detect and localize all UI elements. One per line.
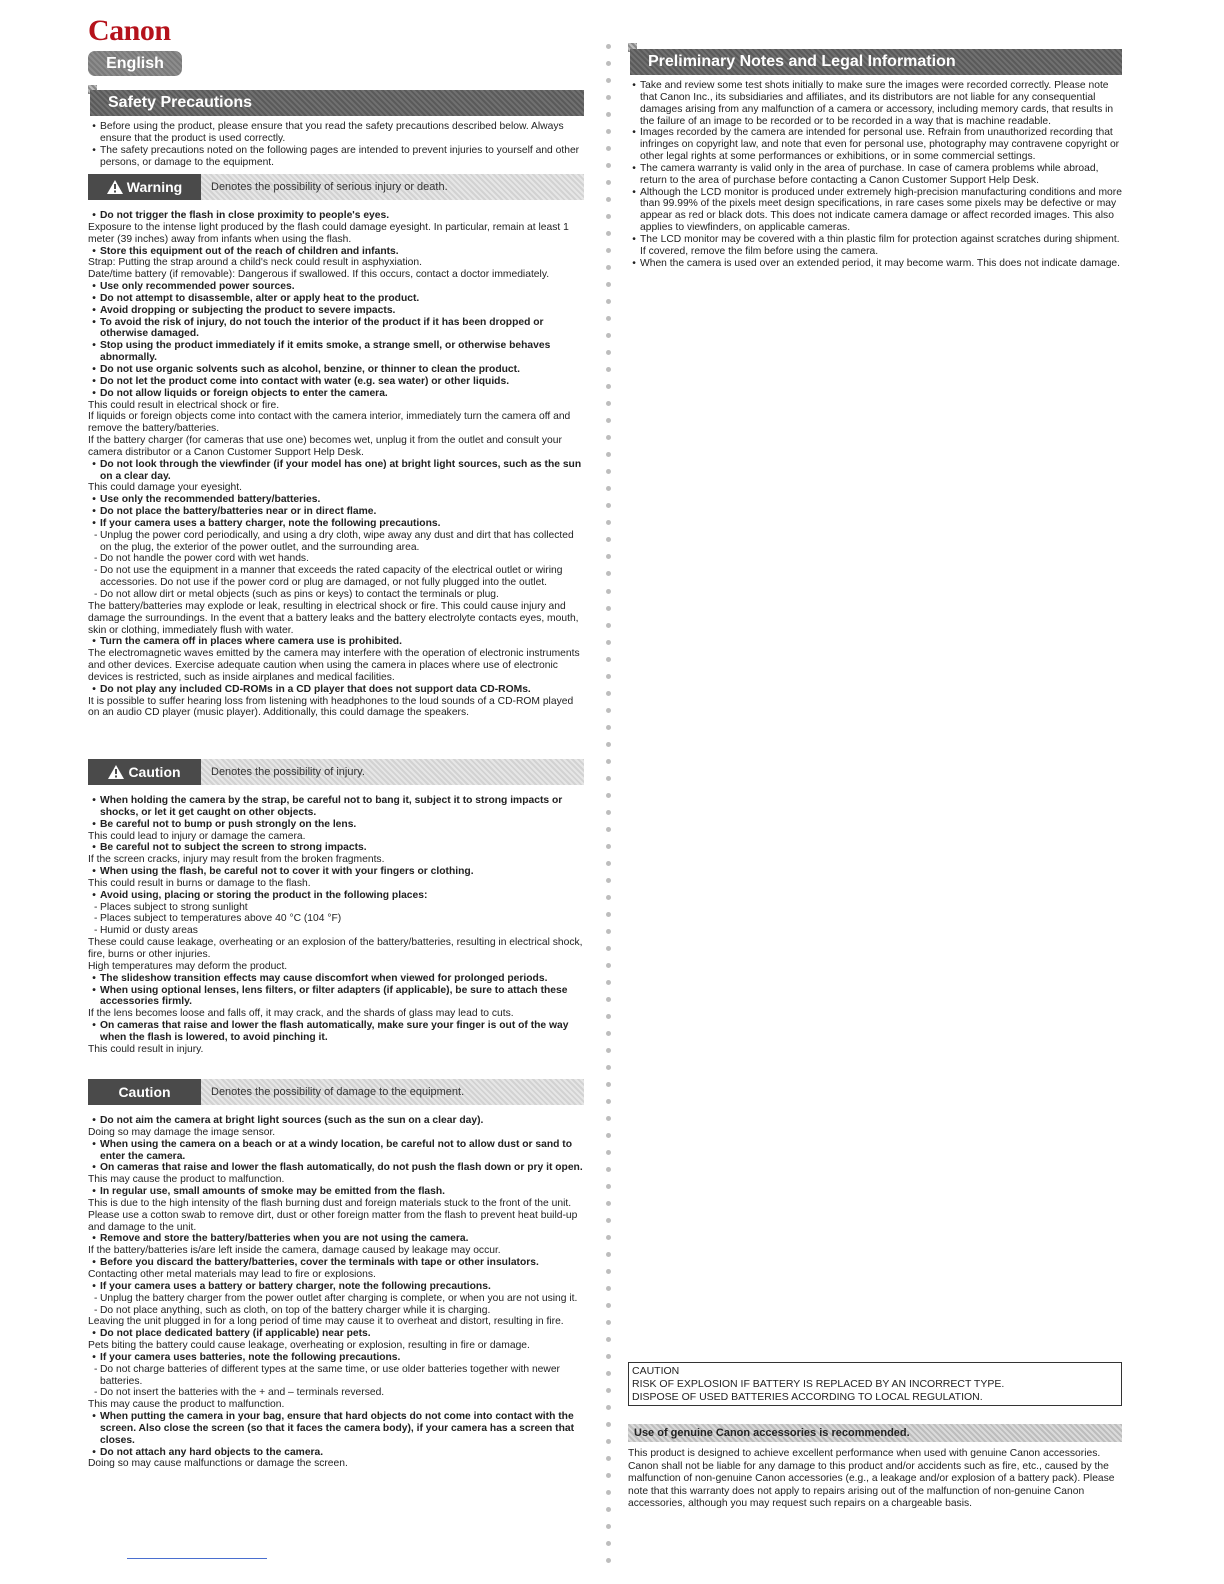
divider-dot [606, 1201, 611, 1206]
divider-dot [606, 418, 611, 423]
divider-dot [606, 1422, 611, 1427]
divider-dot [606, 1388, 611, 1393]
intro-item: • Before using the product, please ensure that you read the safety precautions described below. Always ensure that the product is used correctly. [88, 121, 582, 145]
divider-dot [606, 248, 611, 253]
divider-dot [606, 316, 611, 321]
divider-dot [606, 1167, 611, 1172]
precaution-text: If the battery/batteries is/are left inside the camera, damage caused by leakage may occur. [88, 1245, 501, 1257]
safety-intro [88, 121, 582, 168]
precaution-subitem: - Places subject to temperatures above 40 °C (104 °F) [88, 913, 584, 925]
divider-dot [606, 350, 611, 355]
divider-dot [606, 146, 611, 151]
divider-dot [606, 963, 611, 968]
precaution-text: This could result in injury. [88, 1043, 204, 1055]
precaution-subitem: - Do not allow dirt or metal objects (such as pins or keys) to contact the terminals or plug. [88, 589, 584, 601]
precaution-heading: • If your camera uses a battery or battery charger, note the following precautions. [88, 1281, 584, 1293]
precaution-subitem: - Do not charge batteries of different types at the same time, or use older batteries together with newer batteries. [88, 1364, 584, 1388]
caution-injury-label: Caution [128, 764, 181, 780]
precaution-heading: • Do not attach any hard objects to the camera. [88, 1447, 584, 1459]
precaution-heading: • Avoid dropping or subjecting the product to severe impacts. [88, 305, 584, 317]
divider-dot [606, 623, 611, 628]
precaution-heading: • If your camera uses batteries, note the following precautions. [88, 1352, 584, 1364]
warning-banner [88, 174, 584, 200]
intro-item: • The safety precautions noted on the following pages are intended to prevent injuries to yourself and other persons, or damage to the equipment. [88, 145, 582, 169]
divider-dot [606, 435, 611, 440]
divider-dot [606, 299, 611, 304]
divider-dot [606, 759, 611, 764]
precaution-heading: • On cameras that raise and lower the flash automatically, make sure your finger is out of the way when the flash is lowered, to avoid pinching it. [88, 1020, 584, 1044]
precaution-text: Doing so may damage the image sensor. [88, 1126, 276, 1138]
precaution-text: Strap: Putting the strap around a child's neck could result in asphyxiation. [88, 257, 422, 269]
legal-item: • Although the LCD monitor is produced under extremely high-precision manufacturing conditions and more than 99.99% of the pixels meet design specifications, in rare cases some pixels may be defective or may appear as red or black dots. This does not indicate camera damage or affect recorded images. This also applies to viewfinders, on applicable cameras. [628, 187, 1122, 234]
divider-dot [606, 1133, 611, 1138]
divider-dot [606, 384, 611, 389]
divider-dot [606, 1541, 611, 1546]
divider-dot [606, 1354, 611, 1359]
divider-dot [606, 401, 611, 406]
divider-dot [606, 537, 611, 542]
precaution-heading: • Store this equipment out of the reach of children and infants. [88, 246, 584, 258]
caution-equipment-list [88, 1115, 584, 1470]
divider-dot [606, 793, 611, 798]
divider-dot [606, 1286, 611, 1291]
divider-dot [606, 912, 611, 917]
divider-dot [606, 861, 611, 866]
precaution-text: This could result in burns or damage to the flash. [88, 877, 311, 889]
precaution-subitem: - Do not place anything, such as cloth, on top of the battery charger while it is charging. [88, 1305, 584, 1317]
precaution-text: This may cause the product to malfunction. [88, 1174, 285, 1186]
legal-item: • The LCD monitor may be covered with a thin plastic film for protection against scratches during shipment. If covered, remove the film before using the camera. [628, 234, 1122, 258]
divider-dot [606, 1507, 611, 1512]
precaution-subitem: - Unplug the battery charger from the power outlet after charging is complete, or when you are not using it. [88, 1293, 584, 1305]
precaution-text: Leaving the unit plugged in for a long period of time may cause it to overheat and distort, resulting in fire. [88, 1316, 564, 1328]
divider-dot [606, 1014, 611, 1019]
precaution-subitem: - Unplug the power cord periodically, and using a dry cloth, wipe away any dust and dirt that has collected on the plug, the exterior of the power outlet, and the surrounding area. [88, 530, 584, 554]
precaution-heading: • Do not use organic solvents such as alcohol, benzine, or thinner to clean the product. [88, 364, 584, 376]
divider-dot [606, 282, 611, 287]
divider-dot [606, 1320, 611, 1325]
precaution-heading: • Avoid using, placing or storing the product in the following places: [88, 890, 584, 902]
precaution-heading: • Use only the recommended battery/batteries. [88, 494, 584, 506]
divider-dot [606, 980, 611, 985]
precaution-text: Doing so may cause malfunctions or damage the screen. [88, 1458, 348, 1470]
divider-dot [606, 946, 611, 951]
precaution-heading: • To avoid the risk of injury, do not touch the interior of the product if it has been dropped or otherwise damaged. [88, 317, 584, 341]
precaution-text: Exposure to the intense light produced by the flash could damage eyesight. In particular, remain at least 1 meter (39 inches) away from infants when using the flash. [88, 221, 569, 245]
language-tab: English [88, 51, 182, 76]
precaution-text: Pets biting the battery could cause leakage, overheating or explosion, resulting in fire or damage. [88, 1340, 530, 1352]
divider-dot [606, 895, 611, 900]
genuine-accessories-heading: Use of genuine Canon accessories is recommended. [628, 1424, 1122, 1442]
divider-dot [606, 1150, 611, 1155]
divider-dot [606, 606, 611, 611]
column-divider-dots [602, 44, 614, 1564]
divider-dot [606, 725, 611, 730]
caution-injury-label-box [88, 759, 201, 785]
divider-dot [606, 1490, 611, 1495]
divider-dot [606, 44, 611, 49]
divider-dot [606, 1235, 611, 1240]
caution-equipment-description: Denotes the possibility of damage to the equipment. [201, 1079, 584, 1105]
divider-dot [606, 95, 611, 100]
divider-dot [606, 776, 611, 781]
precaution-text: This may cause the product to malfunction. [88, 1399, 285, 1411]
divider-dot [606, 1099, 611, 1104]
divider-dot [606, 1252, 611, 1257]
divider-dot [606, 1456, 611, 1461]
divider-dot [606, 1337, 611, 1342]
warning-list [88, 210, 584, 719]
divider-dot [606, 1524, 611, 1529]
battery-caution-title: CAUTION [632, 1365, 680, 1377]
divider-dot [606, 1371, 611, 1376]
divider-dot [606, 691, 611, 696]
caution-equipment-label-box [88, 1079, 201, 1105]
divider-dot [606, 265, 611, 270]
battery-caution-line: DISPOSE OF USED BATTERIES ACCORDING TO LOCAL REGULATION. [632, 1391, 983, 1403]
divider-dot [606, 1439, 611, 1444]
precaution-heading: • Do not let the product come into contact with water (e.g. sea water) or other liquids. [88, 376, 584, 388]
precaution-heading: • When using the camera on a beach or at a windy location, be careful not to allow dust or sand to enter the camera. [88, 1139, 584, 1163]
divider-dot [606, 1116, 611, 1121]
divider-dot [606, 1473, 611, 1478]
precaution-heading: • Do not place dedicated battery (if applicable) near pets. [88, 1328, 584, 1340]
divider-dot [606, 929, 611, 934]
divider-dot [606, 231, 611, 236]
divider-dot [606, 554, 611, 559]
precaution-text: If the screen cracks, injury may result from the broken fragments. [88, 854, 385, 866]
safety-precautions-header: Safety Precautions [90, 90, 584, 116]
caution-injury-banner [88, 759, 584, 785]
precaution-heading: • Do not allow liquids or foreign objects to enter the camera. [88, 388, 584, 400]
precaution-heading: • Do not aim the camera at bright light sources (such as the sun on a clear day). [88, 1115, 584, 1127]
precaution-heading: • Do not play any included CD-ROMs in a CD player that does not support data CD-ROMs. [88, 684, 584, 696]
divider-dot [606, 112, 611, 117]
legal-item: • Images recorded by the camera are intended for personal use. Refrain from unauthorized recording that infringes on copyright law, and note that even for personal use, photography may contravene copyright or other legal rights at some performances or exhibitions, or in some commercial settings. [628, 127, 1122, 163]
divider-dot [606, 163, 611, 168]
divider-dot [606, 589, 611, 594]
precaution-heading: • The slideshow transition effects may cause discomfort when viewed for prolonged periods. [88, 973, 584, 985]
precaution-text: The battery/batteries may explode or leak, resulting in electrical shock or fire. This could cause injury and damage the surroundings. In the event that a battery leaks and the battery electrolyte contacts eyes, mouth, skin or clothing, immediately flush with water. [88, 600, 579, 636]
precaution-text: This could lead to injury or damage the camera. [88, 830, 306, 842]
caution-injury-description: Denotes the possibility of injury. [201, 759, 584, 785]
warning-description: Denotes the possibility of serious injury or death. [201, 174, 584, 200]
divider-dot [606, 674, 611, 679]
precaution-heading: • In regular use, small amounts of smoke may be emitted from the flash. [88, 1186, 584, 1198]
divider-dot [606, 810, 611, 815]
precaution-text: The electromagnetic waves emitted by the camera may interfere with the operation of electronic instruments and other devices. Exercise adequate caution when using the camera in places where use of electronic devices is restricted, such as inside airplanes and medical facilities. [88, 648, 580, 683]
precaution-heading: • On cameras that raise and lower the flash automatically, do not push the flash down or pry it open. [88, 1162, 584, 1174]
caution-equipment-banner [88, 1079, 584, 1105]
precaution-heading: • Remove and store the battery/batteries when you are not using the camera. [88, 1233, 584, 1245]
legal-item: • Take and review some test shots initially to make sure the images were recorded correctly. Please note that Canon Inc., its subsidiaries and affiliates, and its distributors are not liable for any consequential damages arising from any malfunction of a camera or accessory, including memory cards, that results in the failure of an image to be recorded or to be recorded in a way that is machine readable. [628, 80, 1122, 127]
canon-logo: Canon [88, 14, 171, 47]
divider-dot [606, 520, 611, 525]
divider-dot [606, 1218, 611, 1223]
divider-dot [606, 708, 611, 713]
legal-item: • The camera warranty is valid only in the area of purchase. In case of camera problems while abroad, return to the area of purchase before contacting a Canon Customer Support Help Desk. [628, 163, 1122, 187]
precaution-subitem: - Do not insert the batteries with the + and – terminals reversed. [88, 1387, 584, 1399]
precaution-heading: • When using optional lenses, lens filters, or filter adapters (if applicable), be sure to attach these accessories firmly. [88, 985, 584, 1009]
divider-dot [606, 1269, 611, 1274]
divider-dot [606, 571, 611, 576]
divider-dot [606, 1405, 611, 1410]
divider-dot [606, 452, 611, 457]
precaution-heading: • When putting the camera in your bag, ensure that hard objects do not come into contact with the screen. Also close the screen (so that it faces the camera body), if your camera has a screen that closes. [88, 1411, 584, 1447]
divider-dot [606, 878, 611, 883]
warning-label: Warning [126, 179, 183, 195]
precaution-text: Date/time battery (if removable): Dangerous if swallowed. If this occurs, contact a doctor immediately. [88, 269, 550, 281]
caution-injury-list [88, 795, 584, 1056]
precaution-subitem: - Do not handle the power cord with wet hands. [88, 553, 584, 565]
legal-list [628, 80, 1122, 270]
divider-dot [606, 197, 611, 202]
divider-dot [606, 214, 611, 219]
precaution-heading: • Be careful not to subject the screen to strong impacts. [88, 842, 584, 854]
divider-dot [606, 1065, 611, 1070]
precaution-heading: • Use only recommended power sources. [88, 281, 584, 293]
divider-dot [606, 78, 611, 83]
precaution-heading: • When holding the camera by the strap, be careful not to bang it, subject it to strong impacts or shocks, or let it get caught on other objects. [88, 795, 584, 819]
battery-caution-line: RISK OF EXPLOSION IF BATTERY IS REPLACED BY AN INCORRECT TYPE. [632, 1378, 1005, 1390]
precaution-heading: • Do not look through the viewfinder (if your model has one) at bright light sources, such as the sun on a clear day. [88, 459, 584, 483]
divider-dot [606, 657, 611, 662]
divider-dot [606, 61, 611, 66]
precaution-text: If the lens becomes loose and falls off, it may crack, and the shards of glass may lead to cuts. [88, 1008, 514, 1020]
divider-dot [606, 844, 611, 849]
precaution-heading: • Stop using the product immediately if it emits smoke, a strange smell, or otherwise behaves abnormally. [88, 340, 584, 364]
precaution-text: High temperatures may deform the product. [88, 960, 288, 972]
precaution-text: It is possible to suffer hearing loss from listening with headphones to the loud sounds of a CD-ROM played on an audio CD player (music player). Additionally, this could damage the speakers. [88, 695, 574, 719]
divider-dot [606, 503, 611, 508]
precaution-heading: • If your camera uses a battery charger, note the following precautions. [88, 518, 584, 530]
precaution-heading: • Be careful not to bump or push strongly on the lens. [88, 819, 584, 831]
divider-dot [606, 742, 611, 747]
precaution-text: This could damage your eyesight. [88, 482, 242, 494]
divider-dot [606, 1303, 611, 1308]
caution-equipment-label: Caution [118, 1084, 171, 1100]
precaution-heading: • Turn the camera off in places where camera use is prohibited. [88, 636, 584, 648]
divider-dot [606, 1082, 611, 1087]
legal-header: Preliminary Notes and Legal Information [630, 49, 1122, 75]
precaution-heading: • When using the flash, be careful not to cover it with your fingers or clothing. [88, 866, 584, 878]
divider-dot [606, 1558, 611, 1563]
precaution-text: These could cause leakage, overheating or an explosion of the battery/batteries, resulting in electrical shock, fire, burns or other injuries. [88, 937, 583, 960]
precaution-heading: • Do not place the battery/batteries near or in direct flame. [88, 506, 584, 518]
genuine-paragraph: This product is designed to achieve excellent performance when used with genuine Canon accessories. [628, 1448, 1101, 1459]
divider-dot [606, 129, 611, 134]
divider-dot [606, 367, 611, 372]
warning-label-box [88, 174, 201, 200]
warning-triangle-icon [108, 765, 124, 779]
divider-dot [606, 469, 611, 474]
precaution-text: This is due to the high intensity of the flash burning dust and foreign materials stuck to the front of the unit. Please use a cotton swab to remove dirt, dust or other foreign matter from the flash to prevent heat build-up and damage to the unit. [88, 1197, 578, 1233]
precaution-subitem: - Do not use the equipment in a manner that exceeds the rated capacity of the electrical outlet or wiring accessories. Do not use if the power cord or plug are damaged, or not fully plugged into the outlet. [88, 565, 584, 589]
precaution-heading: • Before you discard the battery/batteries, cover the terminals with tape or other insulators. [88, 1257, 584, 1269]
precaution-subitem: - Places subject to strong sunlight [88, 902, 584, 914]
divider-dot [606, 1048, 611, 1053]
warning-triangle-icon [107, 180, 123, 194]
precaution-text: Contacting other metal materials may lead to fire or explosions. [88, 1268, 376, 1280]
precaution-text: This could result in electrical shock or fire. [88, 399, 280, 411]
divider-dot [606, 1184, 611, 1189]
divider-dot [606, 997, 611, 1002]
genuine-accessories-text [628, 1448, 1122, 1511]
footer-rule [127, 1558, 267, 1559]
precaution-text: If the battery charger (for cameras that use one) becomes wet, unplug it from the outlet and consult your camera distributor or a Canon Customer Support Help Desk. [88, 435, 562, 458]
precaution-text: If liquids or foreign objects come into contact with the camera interior, immediately turn the camera off and remove the battery/batteries. [88, 411, 571, 435]
divider-dot [606, 827, 611, 832]
precaution-subitem: - Humid or dusty areas [88, 925, 584, 937]
divider-dot [606, 640, 611, 645]
divider-dot [606, 1031, 611, 1036]
battery-caution-box [628, 1362, 1122, 1406]
precaution-heading: • Do not trigger the flash in close proximity to people's eyes. [88, 210, 584, 222]
divider-dot [606, 486, 611, 491]
precaution-heading: • Do not attempt to disassemble, alter or apply heat to the product. [88, 293, 584, 305]
divider-dot [606, 180, 611, 185]
divider-dot [606, 333, 611, 338]
genuine-paragraph: Canon shall not be liable for any damage to this product and/or accidents such as fire, etc., caused by the malfunction of non-genuine Canon accessories (e.g., a leakage and/or explosion of a battery pack). Please note that this warranty does not apply to repairs arising out of the malfunction of non-genuine Canon accessories, although you may request such repairs on a chargeable basis. [628, 1460, 1115, 1510]
legal-item: • When the camera is used over an extended period, it may become warm. This does not indicate damage. [628, 258, 1122, 270]
